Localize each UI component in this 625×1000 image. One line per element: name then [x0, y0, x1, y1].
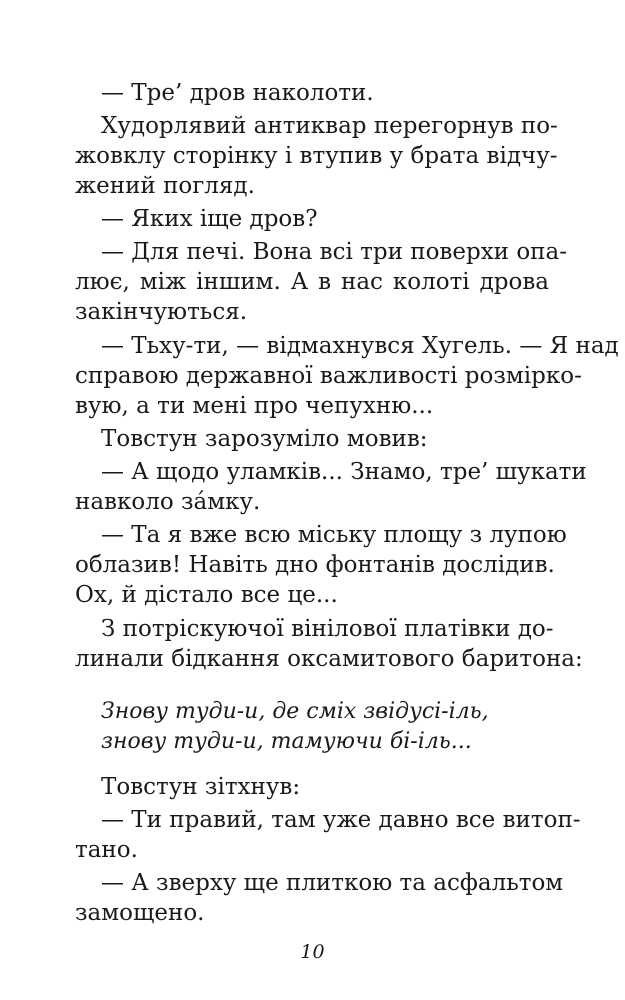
text-line: Товстун зітхнув: — [101, 774, 301, 800]
page-number: 10 — [300, 941, 325, 963]
text-line: жовклу сторінку і втупив у брата відчу- — [75, 143, 558, 169]
text-line: Товстун зарозуміло мовив: — [101, 426, 428, 452]
text-line: — Та я вже всю міську площу з лупою — [101, 522, 567, 548]
text-line: тано. — [75, 837, 138, 863]
text-line: лює, між іншим. А в нас колоті дрова — [75, 269, 549, 295]
text-line: — Тьху-ти, — відмахнувся Хугель. — Я над — [101, 333, 619, 359]
text-line: Ох, й дістало все це... — [75, 582, 338, 608]
text-line: закінчуються. — [75, 299, 248, 325]
text-line: З потріскуючої вінілової платівки до- — [101, 616, 554, 642]
text-line: жений погляд. — [75, 173, 255, 199]
text-line: — Яких іще дров? — [101, 206, 318, 232]
text-line: — А щодо уламків... Знамо, тре’ шукати — [101, 459, 587, 485]
text-line: — Ти правий, там уже давно все витоп- — [101, 807, 581, 833]
verse-line: Знову туди-и, де сміх звідусі-іль, — [101, 699, 489, 724]
verse-line: знову туди-и, тамуючи бі-іль... — [101, 729, 472, 754]
text-line: навколо за́мку. — [75, 489, 261, 515]
text-line: справою державної важливості розмірко- — [75, 363, 582, 389]
text-line: — Для печі. Вона всі три поверхи опа- — [101, 239, 567, 265]
text-line: вую, а ти мені про чепухню... — [75, 393, 434, 419]
text-line: — А зверху ще плиткою та асфальтом — [101, 870, 564, 896]
text-line: — Тре’ дров наколоти. — [101, 80, 374, 106]
text-line: облазив! Навіть дно фонтанів дослідив. — [75, 552, 555, 578]
text-line: Худорлявий антиквар перегорнув по- — [101, 113, 558, 139]
text-line: линали бідкання оксамитового баритона: — [75, 646, 583, 672]
text-line: замощено. — [75, 900, 205, 926]
